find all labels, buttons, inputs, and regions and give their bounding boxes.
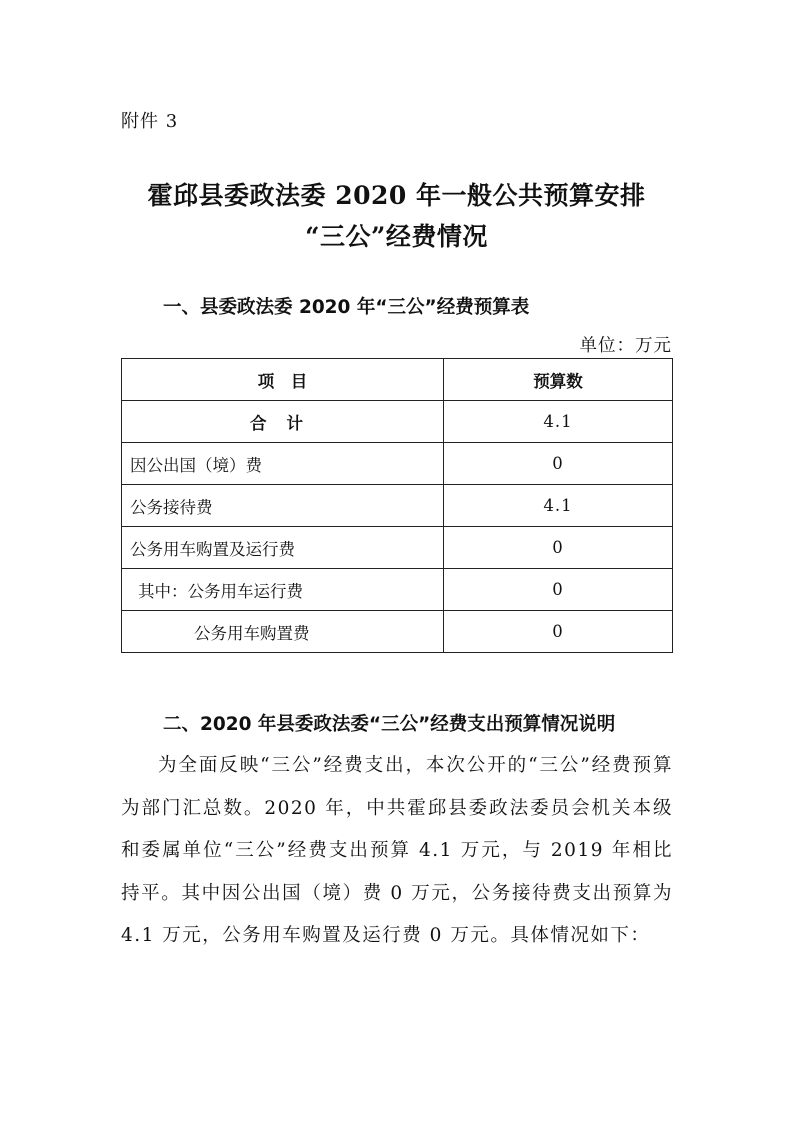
row-value: 0 [444, 443, 673, 485]
row-value: 0 [444, 527, 673, 569]
row-item-label: 因公出国（境）费 [122, 443, 444, 485]
row-item-label: 公务用车购置及运行费 [122, 527, 444, 569]
document-title-line-2: “三公”经费情况 [305, 222, 488, 251]
row-item-label: 公务用车购置费 [122, 611, 444, 653]
section-1-heading: 一、县委政法委 2020 年“三公”经费预算表 [163, 297, 530, 318]
table-row [122, 527, 673, 569]
body-paragraph: 为全面反映“三公”经费支出，本次公开的“三公”经费预算为部门汇总数。2020 年，中共霍邱县委政法委员会机关本级和委属单位“三公”经费支出预算 4.1 万元，与 2019 年相比持平。其中因公出国（境）费 0 万元，公务接待费支出预算为 4.1 万元，公务用车购置及运行费 0 万元。具体情况如下： [121, 755, 673, 946]
header-item: 项 目 [122, 359, 444, 401]
row-item-label: 公务接待费 [122, 485, 444, 527]
attachment-label: 附件 3 [121, 111, 179, 132]
row-item-label: 合计 [122, 401, 444, 443]
row-value: 0 [444, 611, 673, 653]
table-row [122, 443, 673, 485]
header-budget: 预算数 [444, 359, 673, 401]
budget-table [121, 358, 673, 653]
section-2-heading: 二、2020 年县委政法委“三公”经费支出预算情况说明 [163, 714, 616, 735]
row-value: 0 [444, 569, 673, 611]
document-title-line-1: 霍邱县委政法委 2020 年一般公共预算安排 [147, 181, 646, 210]
unit-label: 单位：万元 [579, 336, 672, 356]
table-header-row [122, 359, 673, 401]
table-row [122, 569, 673, 611]
table-row-total [122, 401, 673, 443]
table-row [122, 485, 673, 527]
table-row [122, 611, 673, 653]
row-value: 4.1 [444, 401, 673, 443]
row-value: 4.1 [444, 485, 673, 527]
row-item-label: 其中：公务用车运行费 [122, 569, 444, 611]
